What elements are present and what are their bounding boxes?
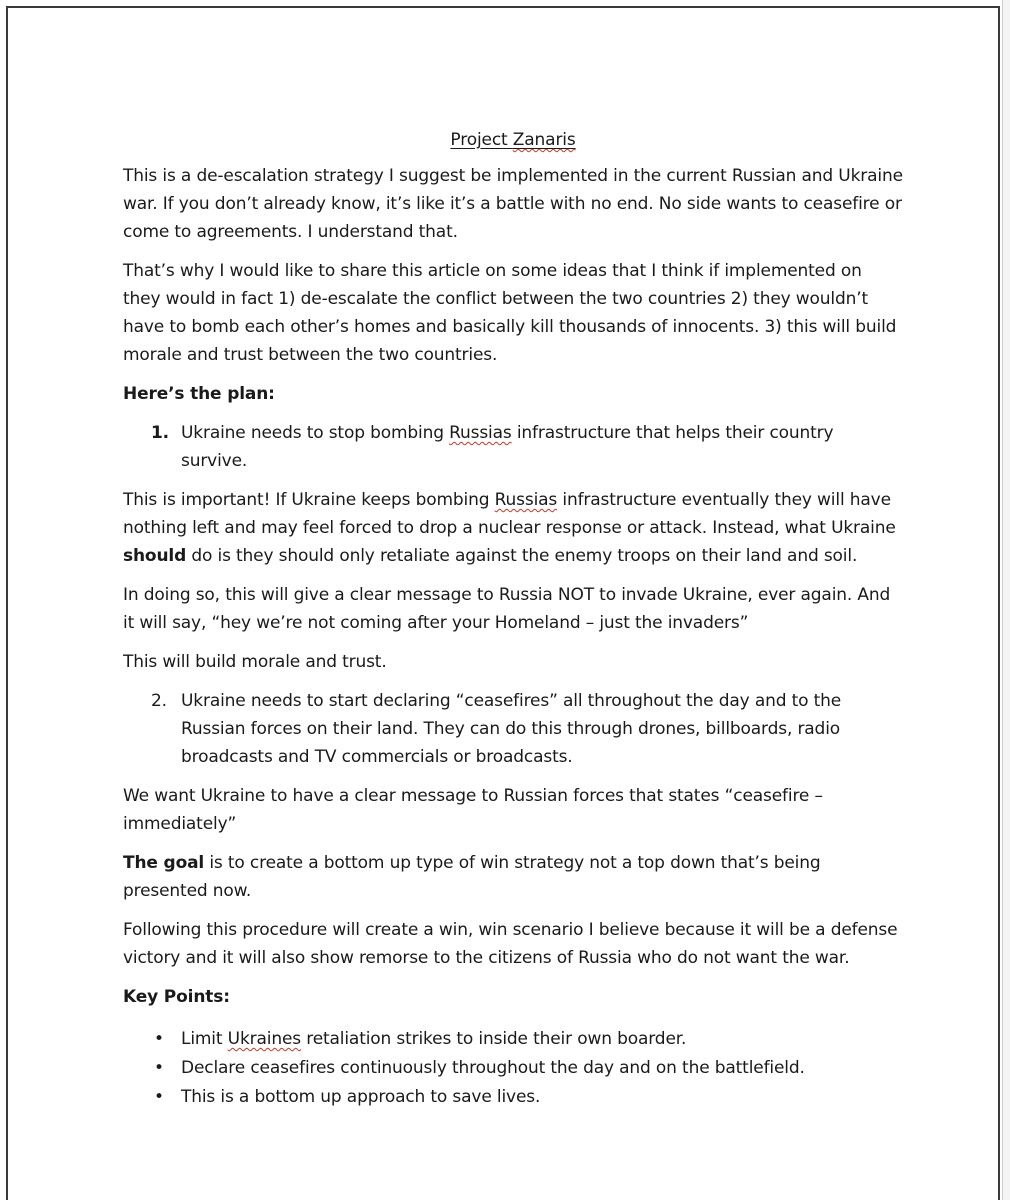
important-text: This is important! If Ukraine keeps bombing [123, 490, 495, 510]
want-paragraph: We want Ukraine to have a clear message to Russian forces that states “ceasefire – immediately” [123, 786, 823, 834]
numbered-item-2 [123, 687, 903, 771]
message-paragraph: In doing so, this will give a clear message to Russia NOT to invade Ukraine, ever again. And it will say, “hey we’re not coming after your Homeland – just the invaders” [123, 585, 891, 633]
item-2-text: Ukraine needs to start declaring “ceasefires” all throughout the day and to the Russian forces on their land. They can do this through drones, billboards, radio broadcasts and TV commercials or broadcasts. [181, 691, 842, 767]
spellcheck-flagged-word[interactable]: Ukraines [227, 1029, 301, 1049]
list-marker-2: 2. [151, 691, 167, 711]
bullet-text: Limit [181, 1029, 228, 1049]
important-paragraph [123, 486, 903, 570]
bullet-icon: • [154, 1058, 164, 1078]
goal-emphasis: The goal [123, 853, 205, 873]
bullet-icon: • [154, 1029, 164, 1049]
list-item [123, 1025, 903, 1053]
list-item [123, 1054, 903, 1082]
morale-paragraph: This will build morale and trust. [123, 652, 387, 672]
vertical-scrollbar[interactable] [1002, 0, 1010, 1200]
title-text: Project [450, 130, 513, 150]
bullet-text: This is a bottom up approach to save lives. [181, 1087, 541, 1107]
goal-text: is to create a bottom up type of win strategy not a top down that’s being presented now. [123, 853, 821, 901]
item-1-text: Ukraine needs to stop bombing [181, 423, 450, 443]
emphasis-should: should [123, 546, 187, 566]
following-paragraph: Following this procedure will create a win, win scenario I believe because it will be a defense victory and it will also show remorse to the citizens of Russia who do not want the war. [123, 920, 898, 968]
list-marker-1: 1. [151, 423, 169, 443]
goal-paragraph [123, 849, 903, 905]
document-body [123, 126, 903, 1112]
key-points-heading: Key Points: [123, 987, 230, 1007]
bullet-icon: • [154, 1087, 164, 1107]
numbered-item-1 [123, 419, 903, 475]
bullet-text-rest: retaliation strikes to inside their own boarder. [300, 1029, 687, 1049]
spellcheck-flagged-word[interactable]: Russias [449, 423, 512, 443]
plan-heading: Here’s the plan: [123, 384, 275, 404]
important-text-middle: infrastructure eventually they will have nothing left and may feel forced to drop a nuclear response or attack. Instead, what Ukraine [123, 490, 896, 538]
bullet-text: Declare ceasefires continuously throughout the day and on the battlefield. [181, 1058, 805, 1078]
document-page [6, 6, 1000, 1200]
spellcheck-flagged-word[interactable]: Russias [494, 490, 558, 510]
important-text-end: do is they should only retaliate against the enemy troops on their land and soil. [186, 546, 858, 566]
why-paragraph: That’s why I would like to share this article on some ideas that I think if implemented on they would in fact 1) de-escalate the conflict between the two countries 2) they wouldn’t have to bomb each other’s homes and basically kill thousands of innocents. 3) this will build morale and trust between the two countries. [123, 261, 897, 365]
item-1-text-rest: infrastructure that helps their country survive. [181, 423, 834, 471]
document-title [123, 126, 903, 154]
intro-paragraph: This is a de-escalation strategy I suggest be implemented in the current Russian and Ukraine war. If you don’t already know, it’s like it’s a battle with no end. No side wants to ceasefire or come to agreements. I understand that. [123, 166, 903, 242]
spellcheck-flagged-word[interactable]: Zanaris [512, 130, 576, 150]
list-item [123, 1083, 903, 1111]
key-points-list [123, 1025, 903, 1111]
